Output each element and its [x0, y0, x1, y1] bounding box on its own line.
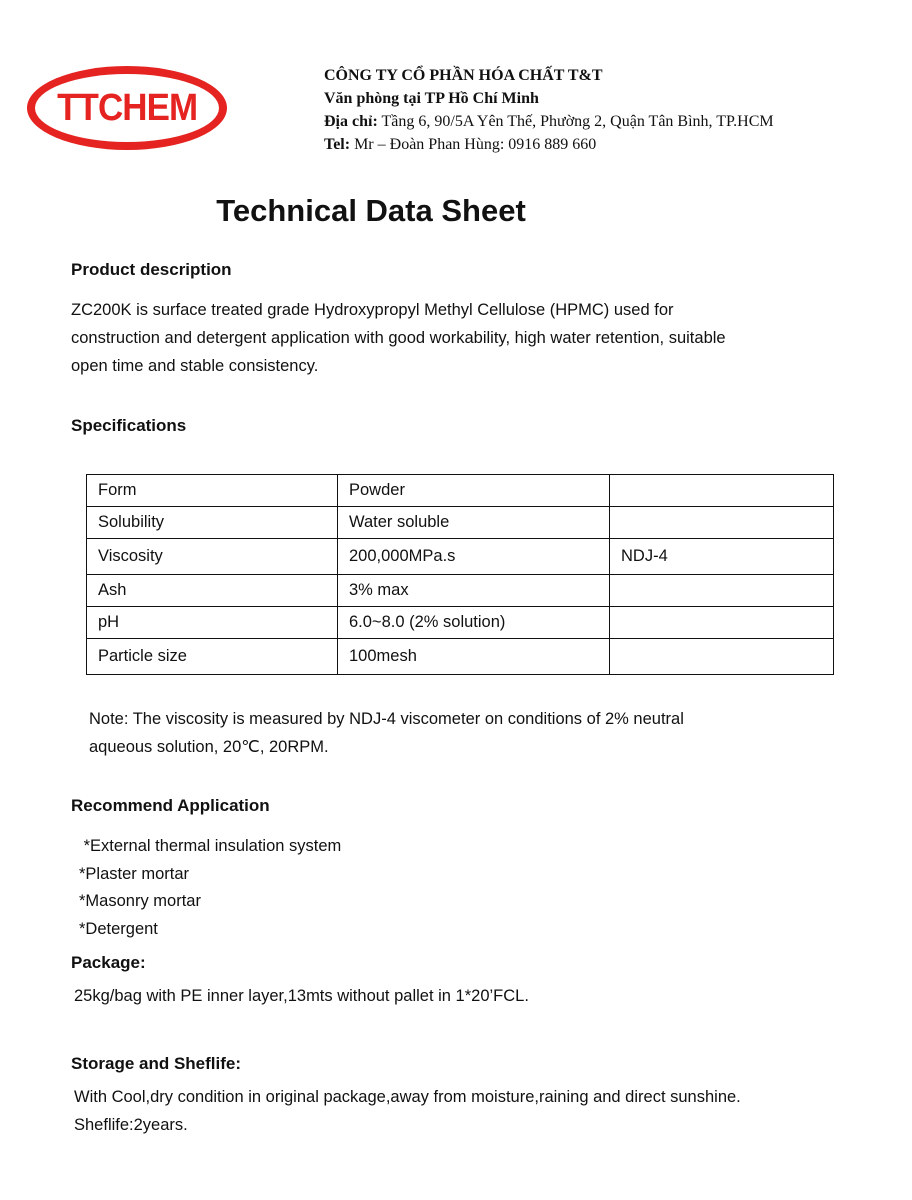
- list-item: *Plaster mortar: [79, 864, 190, 883]
- spec-property: Solubility: [87, 507, 338, 539]
- storage-text: [74, 1083, 741, 1139]
- spec-value: 200,000MPa.s: [338, 539, 610, 575]
- list-item: *Masonry mortar: [79, 892, 201, 910]
- product-description-heading: Product description: [71, 260, 232, 279]
- spec-method: NDJ-4: [610, 539, 834, 575]
- spec-method: [610, 475, 834, 507]
- spec-value: 6.0~8.0 (2% solution): [338, 607, 610, 639]
- company-name: CÔNG TY CỔ PHẦN HÓA CHẤT T&T: [324, 67, 603, 84]
- product-description-text: [71, 296, 726, 380]
- package-text: 25kg/bag with PE inner layer,13mts without pallet in 1*20’FCL.: [74, 987, 529, 1005]
- package-heading: Package:: [71, 953, 146, 972]
- address-text: Tầng 6, 90/5A Yên Thế, Phường 2, Quận Tân Bình, TP.HCM: [381, 113, 774, 130]
- specifications-table: [86, 474, 834, 675]
- tel-label: Tel:: [324, 136, 351, 153]
- spec-property: Form: [87, 475, 338, 507]
- specifications-heading: Specifications: [71, 416, 187, 435]
- table-row: [87, 639, 834, 675]
- spec-value: 3% max: [338, 575, 610, 607]
- spec-property: Viscosity: [87, 539, 338, 575]
- table-row: [87, 607, 834, 639]
- logo-text: TTCHEM: [56, 86, 198, 129]
- note-line: aqueous solution, 20℃, 20RPM.: [89, 738, 329, 756]
- list-item: *External thermal insulation system: [79, 837, 342, 855]
- address-label: Địa chỉ:: [324, 113, 378, 130]
- storage-line: Sheflife:2years.: [74, 1116, 188, 1134]
- spec-property: pH: [87, 607, 338, 639]
- spec-method: [610, 575, 834, 607]
- viscosity-note: [89, 705, 684, 761]
- spec-value: 100mesh: [338, 639, 610, 675]
- spec-property: Ash: [87, 575, 338, 607]
- storage-heading: Storage and Sheflife:: [71, 1054, 242, 1073]
- list-item: *Detergent: [79, 919, 158, 938]
- spec-value: Water soluble: [338, 507, 610, 539]
- application-list: [79, 833, 341, 943]
- description-line: construction and detergent application with good workability, high water retention, suitable: [71, 329, 726, 347]
- spec-value: Powder: [338, 475, 610, 507]
- description-line: open time and stable consistency.: [71, 357, 319, 375]
- company-info: [324, 64, 774, 156]
- table-row: [87, 539, 834, 575]
- description-line: ZC200K is surface treated grade Hydroxypropyl Methyl Cellulose (HPMC) used for: [71, 301, 674, 319]
- storage-line: With Cool,dry condition in original package,away from moisture,raining and direct sunshine.: [74, 1088, 741, 1106]
- table-row: [87, 507, 834, 539]
- table-row: [87, 475, 834, 507]
- recommend-application-heading: Recommend Application: [71, 796, 270, 815]
- spec-method: [610, 639, 834, 675]
- spec-property: Particle size: [87, 639, 338, 675]
- spec-method: [610, 507, 834, 539]
- note-line: Note: The viscosity is measured by NDJ-4 viscometer on conditions of 2% neutral: [89, 710, 684, 728]
- company-logo: [27, 66, 227, 150]
- document-title: Technical Data Sheet: [216, 193, 526, 228]
- tel-text: Mr – Đoàn Phan Hùng: 0916 889 660: [354, 136, 597, 153]
- table-row: [87, 575, 834, 607]
- office-location: Văn phòng tại TP Hồ Chí Minh: [324, 90, 539, 107]
- spec-method: [610, 607, 834, 639]
